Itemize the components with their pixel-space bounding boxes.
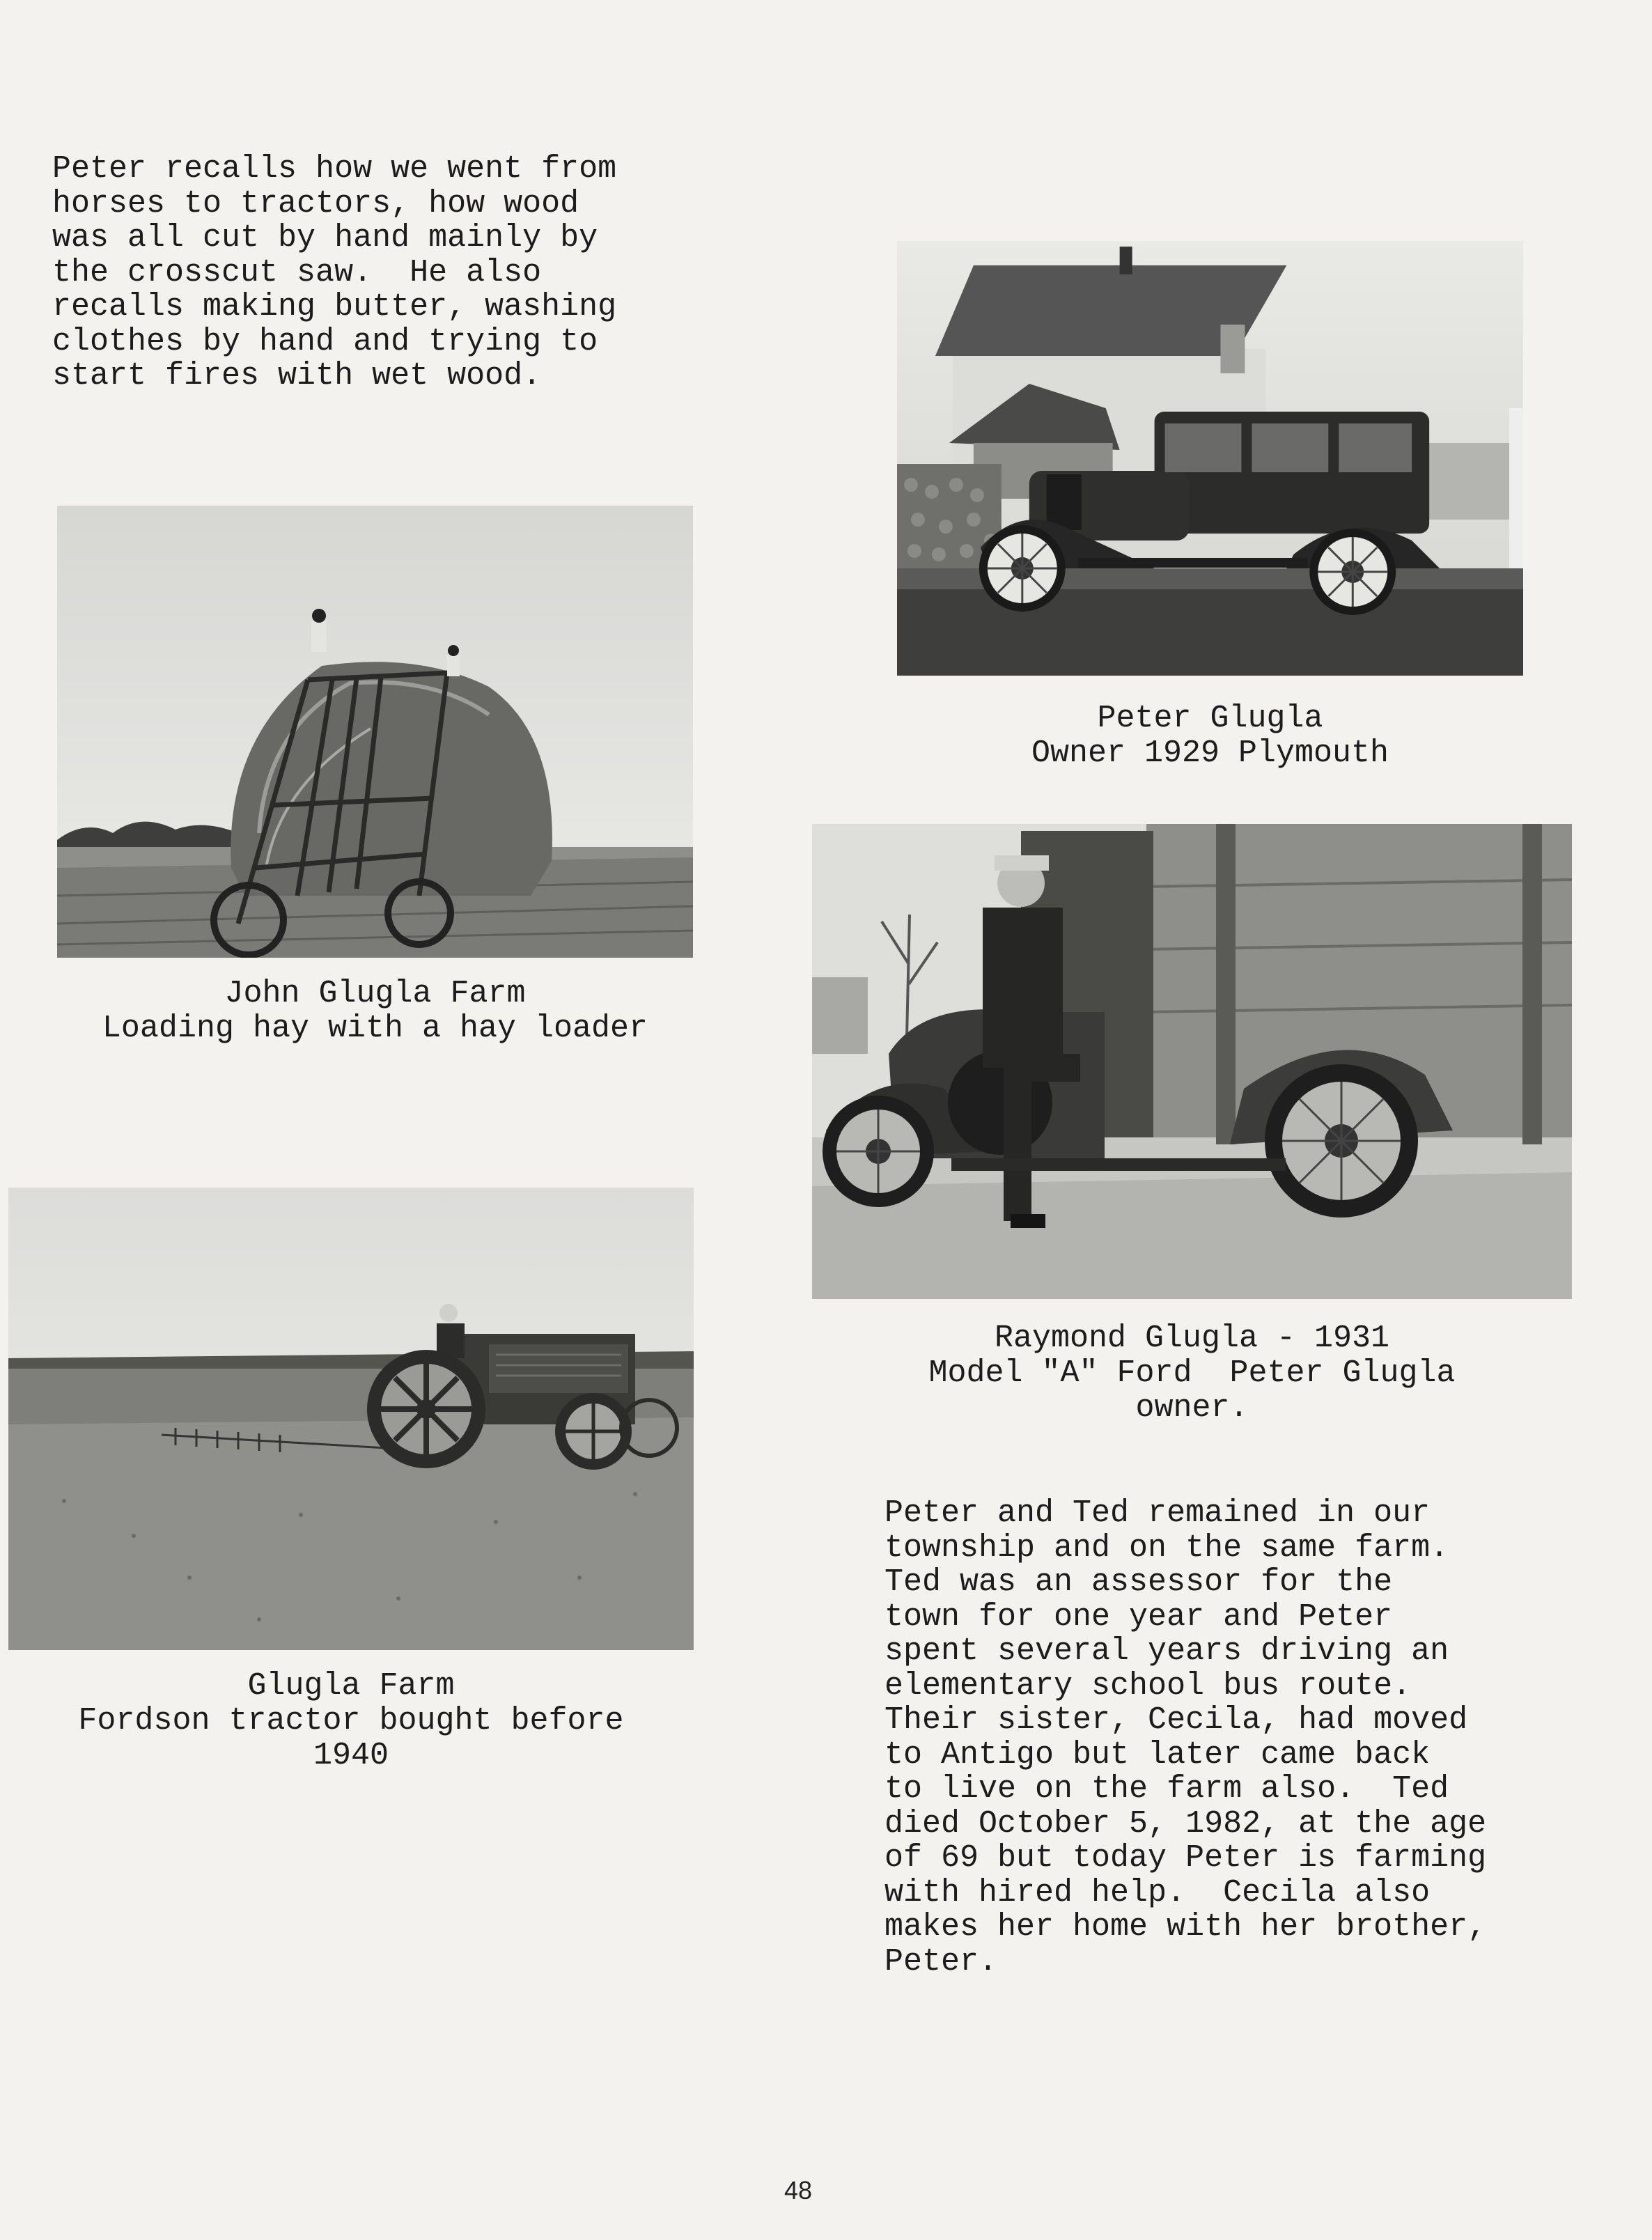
intro-paragraph: Peter recalls how we went from horses to tractors, how wood was all cut by hand mainly by the crosscut saw. He also recalls making butter, washing clothes by hand and trying to start fires with wet wood. [52,151,617,394]
caption-1929-plymouth: Peter Glugla Owner 1929 Plymouth [1031,701,1389,771]
photo-fordson-tractor [8,1188,694,1650]
photo-hay-loader [57,506,693,958]
photo-1929-plymouth [897,241,1523,676]
closing-paragraph: Peter and Ted remained in our township and on the same farm. Ted was an assessor for the town for one year and Peter spent several years driving an elementary school bus route. Their sister, Cecila, had moved to Antigo but later came back to live on the farm also. Ted died October 5, 1982, at the age of 69 but today Peter is farming with hired help. Cecila also makes her home with her brother, Peter. [885,1495,1487,1980]
caption-model-a-ford: Raymond Glugla - 1931 Model "A" Ford Peter Glugla owner. [928,1321,1456,1426]
caption-fordson-tractor: Glugla Farm Fordson tractor bought before 1940 [78,1668,624,1773]
page-number: 48 [784,2176,813,2204]
caption-hay-loader: John Glugla Farm Loading hay with a hay loader [102,976,648,1046]
photo-model-a-ford [812,824,1572,1299]
